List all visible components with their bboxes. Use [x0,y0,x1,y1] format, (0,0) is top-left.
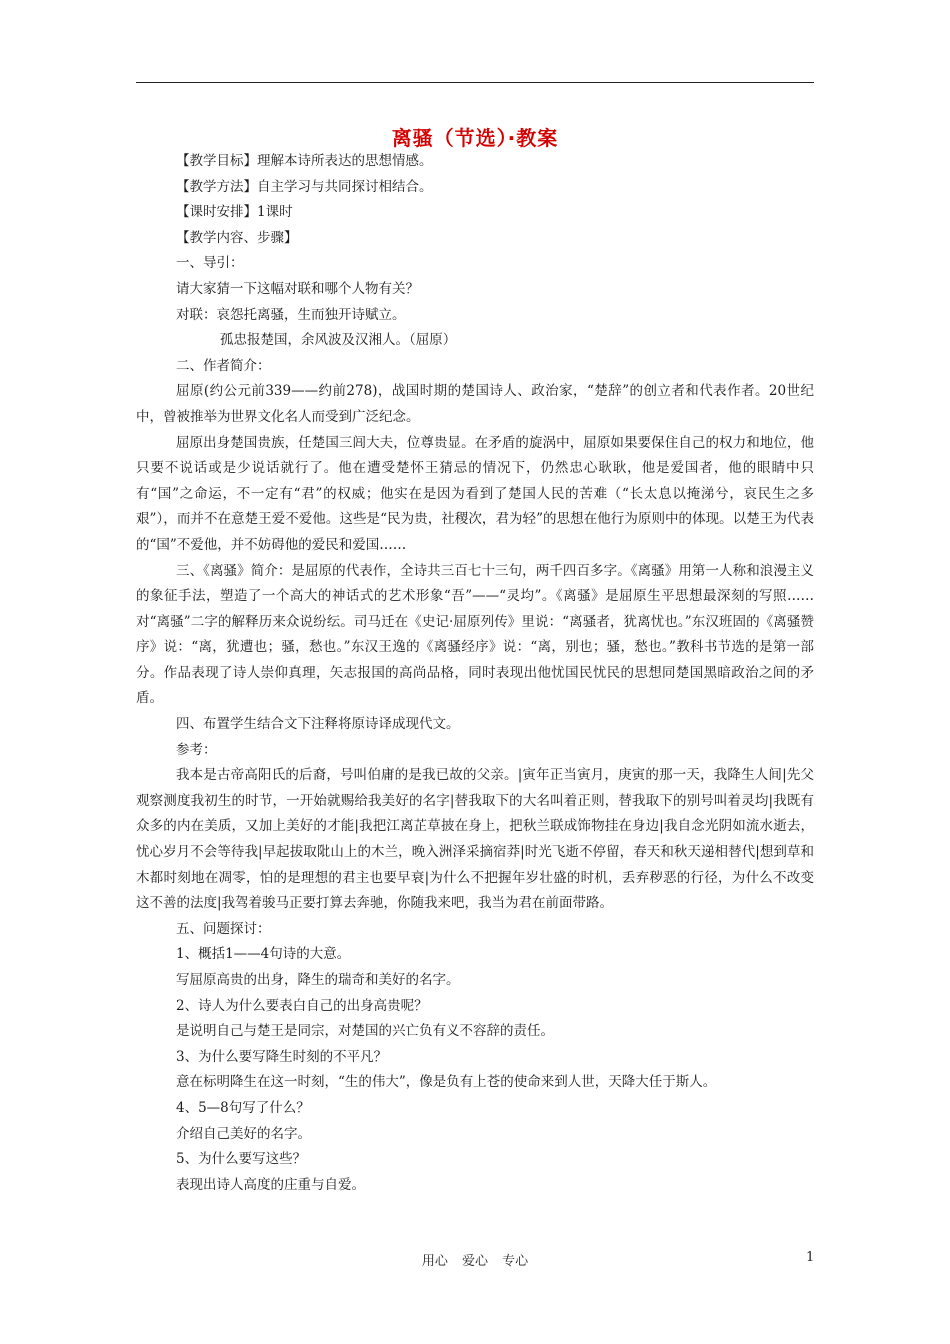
couplet-line-1: 对联：哀怨托离骚，生而独开诗赋立。 [176,306,406,323]
footer-word-3: 专心 [502,1254,529,1269]
reference-label: 参考： [176,741,217,758]
section1-prompt: 请大家猜一下这幅对联和哪个人物有关？ [176,280,419,297]
section4-heading: 四、布置学生结合文下注释将原诗译成现代文。 [176,716,460,733]
author-bio-paragraph-1: 屈原(约公元前339——约前278)，战国时期的楚国诗人、政治家，“楚辞”的创立者和代表作者。20世纪中，曾被推举为世界文化名人而受到广泛纪念。 [136,383,814,425]
document-body [136,149,814,1198]
section2-heading: 二、作者简介： [176,357,271,374]
couplet-line-2: 孤忠报楚国，余风波及汉湘人。（屈原） [220,332,457,349]
answer-4: 介绍自己美好的名字。 [176,1125,311,1142]
document-title: 离骚（节选）·教案 [391,126,559,150]
footer-word-1: 用心 [421,1254,448,1269]
question-2: 2、诗人为什么要表白自己的出身高贵呢？ [176,997,428,1014]
answer-1: 写屈原高贵的出身，降生的瑞奇和美好的名字。 [176,972,460,988]
answer-3: 意在标明降生在这一时刻，“生的伟大”，像是负有上苍的使命来到人世，天降大任于斯人。 [176,1074,717,1091]
lesson-schedule: 【课时安排】1课时 [176,204,293,221]
answer-5: 表现出诗人高度的庄重与自爱。 [176,1176,365,1193]
translation-paragraph: 我本是古帝高阳氏的后裔，号叫伯庸的是我已故的父亲。|寅年正当寅月，庚寅的那一天，我降生人间|先父观察测度我初生的时节，一开始就赐给我美好的名字|替我取下的大名叫着正则，替我取下的别号叫着灵均|我既有众多的内在美质，又加上美好的才能|我把江离芷草披在身上，把秋兰联成饰物挂在身边|我自念光阴如流水逝去，忧心岁月不会等待我|早起拔取阰山上的木兰，晚入洲泽采摘宿莽|时光飞逝不停留，春天和秋天递相替代|想到草和木都时刻地在凋零，怕的是理想的君主也要早衰|为什么不把握年岁壮盛的时机，丢弃秽恶的行径，为什么不改变这不善的法度|我驾着骏马正要打算去奔驰，你随我来吧，我当为君在前面带路。 [136,767,814,912]
teaching-method: 【教学方法】自主学习与共同探讨相结合。 [176,178,433,195]
header-rule [136,82,814,83]
question-1: 1、概括1——4句诗的大意。 [176,946,351,963]
question-3: 3、为什么要写降生时刻的不平凡？ [176,1048,388,1065]
author-bio-paragraph-2: 屈原出身楚国贵族，任楚国三闾大夫，位尊贵显。在矛盾的旋涡中，屈原如果要保住自己的权力和地位，他只要不说话或是少说话就行了。他在遭受楚怀王猜忌的情况下，仍然忠心耿耿，他是爱国者，他的眼睛中只有“国”之命运，不一定有“君”的权威；他实在是因为看到了楚国人民的苦难（“长太息以掩涕兮，哀民生之多艰”），而并不在意楚王爱不爱他。这些是“民为贵，社稷次，君为轻”的思想在他行为原则中的体现。以楚王为代表的“国”不爱他，并不妨碍他的爱民和爱国…… [136,434,814,553]
section1-heading: 一、导引： [176,255,244,272]
answer-2: 是说明自己与楚王是同宗，对楚国的兴亡负有义不容辞的责任。 [176,1023,554,1040]
lisao-intro-paragraph: 三、《离骚》简介：是屈原的代表作，全诗共三百七十三句，两千四百多字。《离骚》用第一人称和浪漫主义的象征手法，塑造了一个高大的神话式的艺术形象“吾”——“灵均”。《离骚》是屈原生平思想最深刻的写照……对“离骚”二字的解释历来众说纷纭。司马迁在《史记·屈原列传》里说：“离骚者，犹离忧也。”东汉班固的《离骚赞序》说：“离，犹遭也；骚，愁也。”东汉王逸的《离骚经序》说：“离，别也；骚，愁也。”教科书节选的是第一部分。作品表现了诗人崇仰真理，矢志报国的高尚品格，同时表现出他忧国民忧民的思想同楚国黑暗政治之间的矛盾。 [136,562,814,707]
page-number: 1 [806,1250,815,1265]
section5-heading: 五、问题探讨： [176,920,271,937]
question-4: 4、5—8句写了什么？ [176,1099,310,1116]
teaching-goal: 【教学目标】理解本诗所表达的思想情感。 [176,153,433,169]
footer-word-2: 爱心 [461,1254,488,1269]
question-5: 5、为什么要写这些？ [176,1151,307,1168]
teaching-content-heading: 【教学内容、步骤】 [176,229,298,246]
